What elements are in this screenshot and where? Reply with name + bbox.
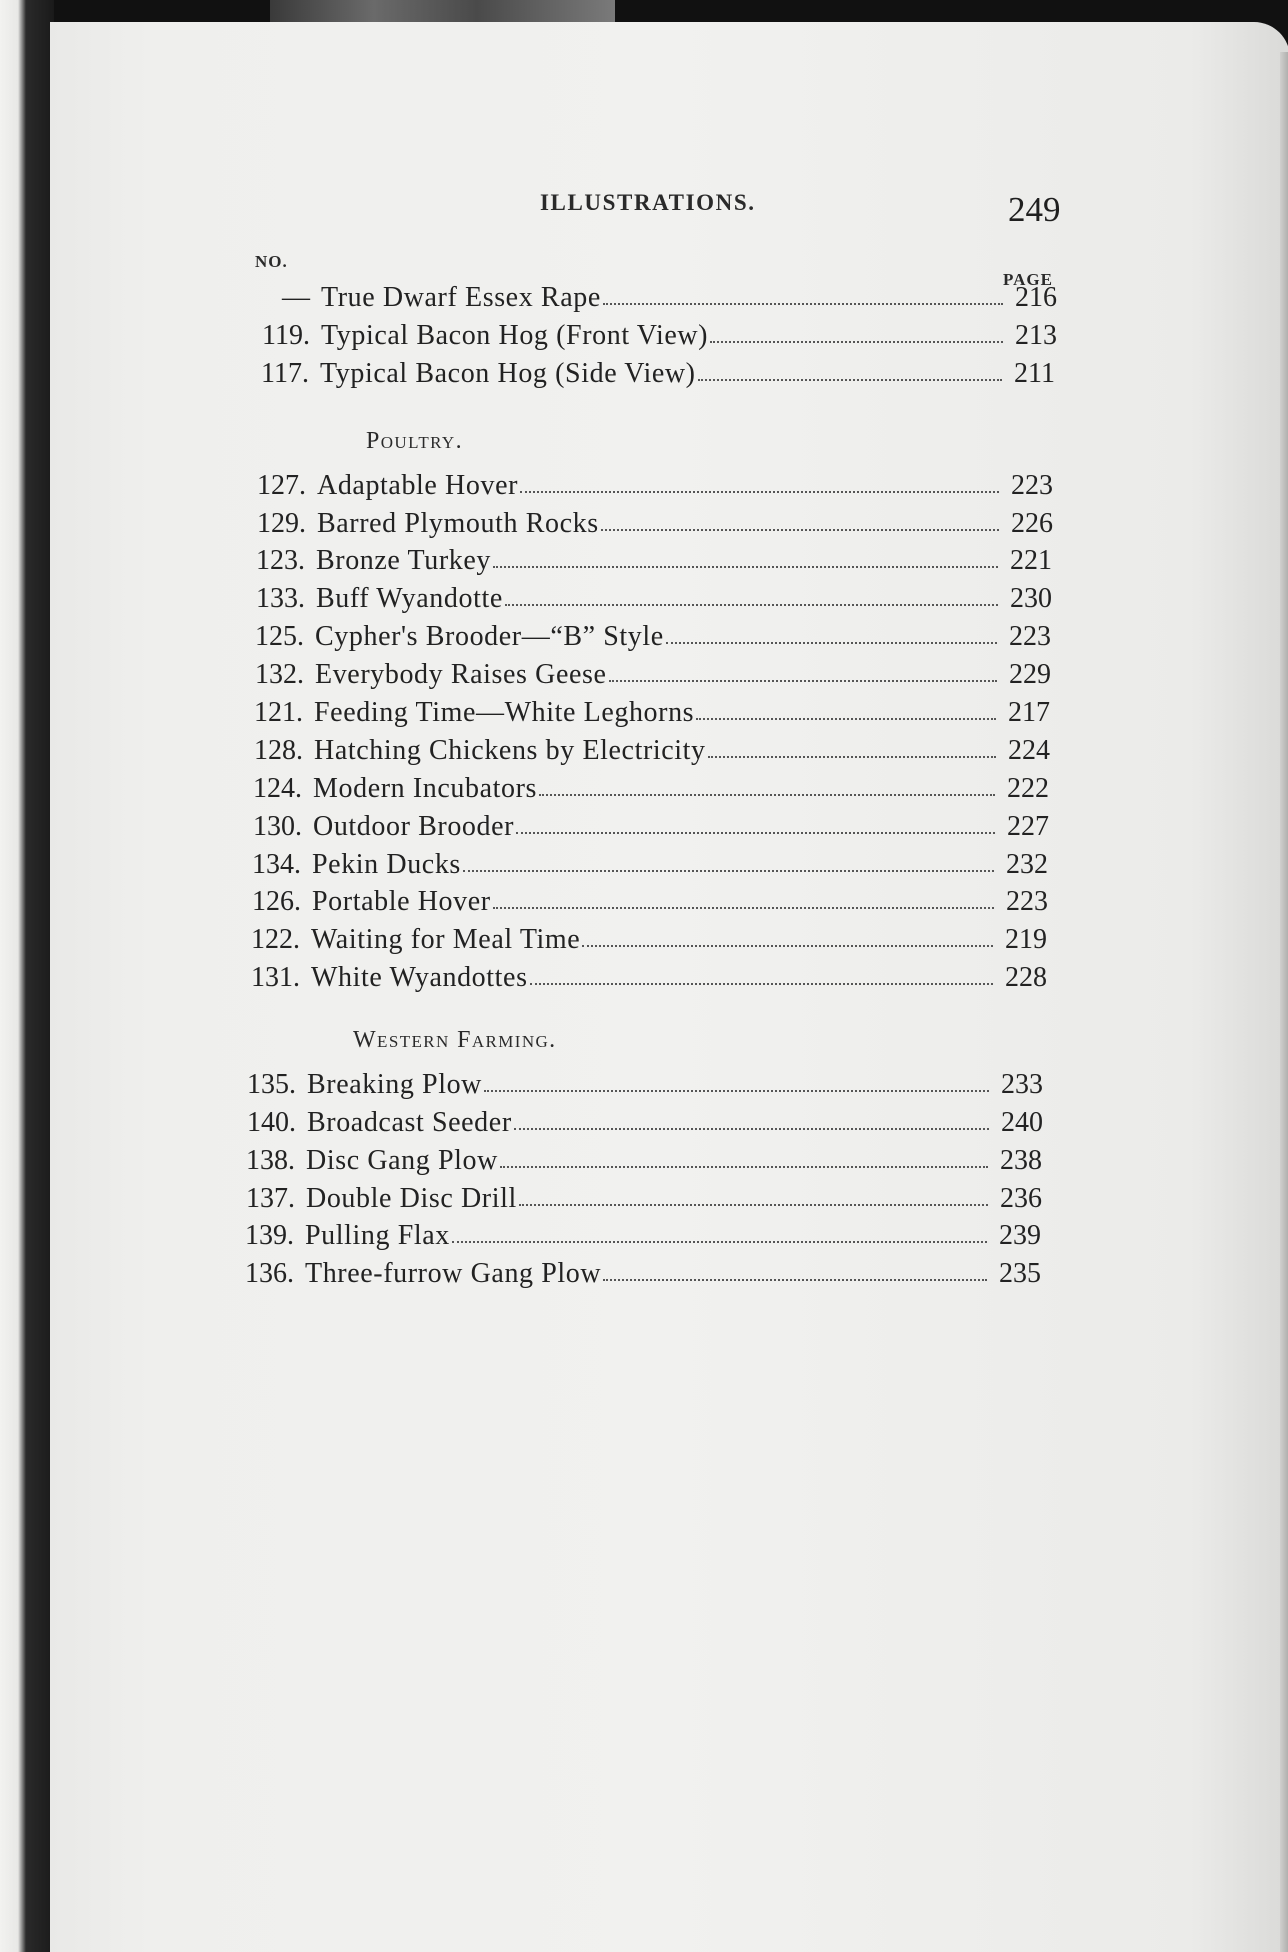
column-header-number: NO.	[255, 252, 288, 271]
entry-number: 135.	[247, 1069, 296, 1100]
entry-title: Feeding Time—White Leghorns	[314, 697, 695, 728]
entry-number: 136.	[245, 1258, 294, 1289]
entry-number: 129.	[257, 508, 306, 539]
entry-title: Typical Bacon Hog (Side View)	[320, 358, 696, 389]
book-spine	[0, 0, 54, 1952]
entry-number: 124.	[253, 773, 302, 804]
list-item	[240, 773, 1055, 809]
list-item	[242, 659, 1057, 695]
section-heading-poultry: Poultry.	[366, 428, 463, 454]
dot-leader	[493, 906, 994, 909]
entry-number: 127.	[257, 470, 306, 501]
list-item	[234, 1107, 1049, 1143]
entry-title: Bronze Turkey	[316, 545, 492, 576]
list-item	[248, 282, 1063, 318]
list-item	[233, 1183, 1048, 1219]
entry-page: 223	[1006, 886, 1048, 917]
entry-number: 138.	[246, 1145, 295, 1176]
entry-number: 123.	[256, 545, 305, 576]
entry-number: 132.	[255, 659, 304, 690]
entry-title: Barred Plymouth Rocks	[317, 508, 599, 539]
dot-leader	[514, 1127, 989, 1130]
entry-page: 240	[1001, 1107, 1043, 1138]
page-number: 249	[1008, 190, 1061, 229]
page-edge	[1280, 52, 1288, 1952]
list-item	[239, 886, 1054, 922]
entry-title: Broadcast Seeder	[307, 1107, 512, 1138]
entry-number: 117.	[261, 358, 309, 389]
entry-page: 224	[1008, 735, 1050, 766]
entry-page: 238	[1000, 1145, 1042, 1176]
dot-leader	[505, 603, 998, 606]
dot-leader	[484, 1089, 989, 1092]
entry-number: 133.	[256, 583, 305, 614]
dot-leader	[601, 528, 999, 531]
entry-number: 134.	[252, 849, 301, 880]
entry-page: 235	[999, 1258, 1041, 1289]
dot-leader	[603, 1278, 987, 1281]
entry-page: 236	[1000, 1183, 1042, 1214]
dot-leader	[452, 1240, 987, 1243]
column-header-page: PAGE	[1003, 270, 1053, 289]
list-item	[242, 621, 1057, 657]
entry-page: 221	[1010, 545, 1052, 576]
entry-number: 121.	[254, 697, 303, 728]
entry-number: 119.	[262, 320, 310, 351]
entry-page: 228	[1005, 962, 1047, 993]
running-head: ILLUSTRATIONS.	[540, 190, 756, 215]
entry-title: Everybody Raises Geese	[315, 659, 607, 690]
dot-leader	[530, 982, 993, 985]
entry-page: 229	[1009, 659, 1051, 690]
entry-number: 131.	[251, 962, 300, 993]
entry-page: 219	[1005, 924, 1047, 955]
list-item	[239, 849, 1054, 885]
dot-leader	[666, 641, 997, 644]
list-item	[243, 545, 1058, 581]
entry-title: Double Disc Drill	[306, 1183, 517, 1214]
dot-leader	[520, 490, 999, 493]
dot-leader	[708, 755, 996, 758]
list-item	[240, 811, 1055, 847]
entry-title: White Wyandottes	[311, 962, 528, 993]
entry-page: 213	[1015, 320, 1057, 351]
entry-title: Pekin Ducks	[312, 849, 461, 880]
dot-leader	[516, 831, 995, 834]
entry-page: 226	[1011, 508, 1053, 539]
dot-leader	[609, 679, 997, 682]
dot-leader	[493, 565, 998, 568]
binding-strip	[270, 0, 615, 24]
list-item	[232, 1258, 1047, 1294]
entry-title: Outdoor Brooder	[313, 811, 515, 842]
entry-title: Disc Gang Plow	[306, 1145, 498, 1176]
entry-page: 230	[1010, 583, 1052, 614]
dot-leader	[463, 869, 994, 872]
entry-page: 223	[1009, 621, 1051, 652]
list-item	[248, 320, 1063, 356]
entry-number: —	[282, 282, 310, 313]
entry-number: 139.	[245, 1220, 294, 1251]
dot-leader	[519, 1203, 988, 1206]
entry-title: Cypher's Brooder—“B” Style	[315, 621, 664, 652]
entry-title: Adaptable Hover	[317, 470, 519, 501]
list-item	[238, 962, 1053, 998]
entry-page: 223	[1011, 470, 1053, 501]
entry-number: 125.	[255, 621, 304, 652]
entry-number: 137.	[246, 1183, 295, 1214]
entry-number: 140.	[247, 1107, 296, 1138]
dot-leader	[582, 944, 993, 947]
entry-title: Portable Hover	[312, 886, 491, 917]
dot-leader	[603, 302, 1003, 305]
list-item	[247, 358, 1062, 394]
list-item	[238, 924, 1053, 960]
entry-page: 239	[999, 1220, 1041, 1251]
list-item	[234, 1069, 1049, 1105]
list-item	[244, 508, 1059, 544]
entry-title: True Dwarf Essex Rape	[321, 282, 601, 313]
section-heading-western-farming: Western Farming.	[353, 1027, 557, 1053]
entry-title: Buff Wyandotte	[316, 583, 503, 614]
entry-title: Hatching Chickens by Electricity	[314, 735, 706, 766]
entry-page: 222	[1007, 773, 1049, 804]
list-item	[244, 470, 1059, 506]
entry-number: 130.	[253, 811, 302, 842]
entry-number: 122.	[251, 924, 300, 955]
entry-page: 211	[1014, 358, 1055, 389]
entry-title: Waiting for Meal Time	[311, 924, 581, 955]
list-item	[241, 697, 1056, 733]
entry-title: Pulling Flax	[305, 1220, 450, 1251]
list-item	[233, 1145, 1048, 1181]
entry-page: 233	[1001, 1069, 1043, 1100]
entry-page: 216	[1015, 282, 1057, 313]
entry-title: Breaking Plow	[307, 1069, 483, 1100]
list-item	[232, 1220, 1047, 1256]
dot-leader	[539, 793, 995, 796]
list-item	[243, 583, 1058, 619]
entry-number: 126.	[252, 886, 301, 917]
dot-leader	[698, 378, 1002, 381]
dot-leader	[500, 1165, 988, 1168]
dot-leader	[696, 717, 996, 720]
list-item	[241, 735, 1056, 771]
entry-number: 128.	[254, 735, 303, 766]
entry-title: Typical Bacon Hog (Front View)	[321, 320, 709, 351]
entry-title: Modern Incubators	[313, 773, 538, 804]
entry-page: 232	[1006, 849, 1048, 880]
dot-leader	[710, 340, 1003, 343]
entry-title: Three-furrow Gang Plow	[305, 1258, 602, 1289]
entry-page: 217	[1008, 697, 1050, 728]
entry-page: 227	[1007, 811, 1049, 842]
